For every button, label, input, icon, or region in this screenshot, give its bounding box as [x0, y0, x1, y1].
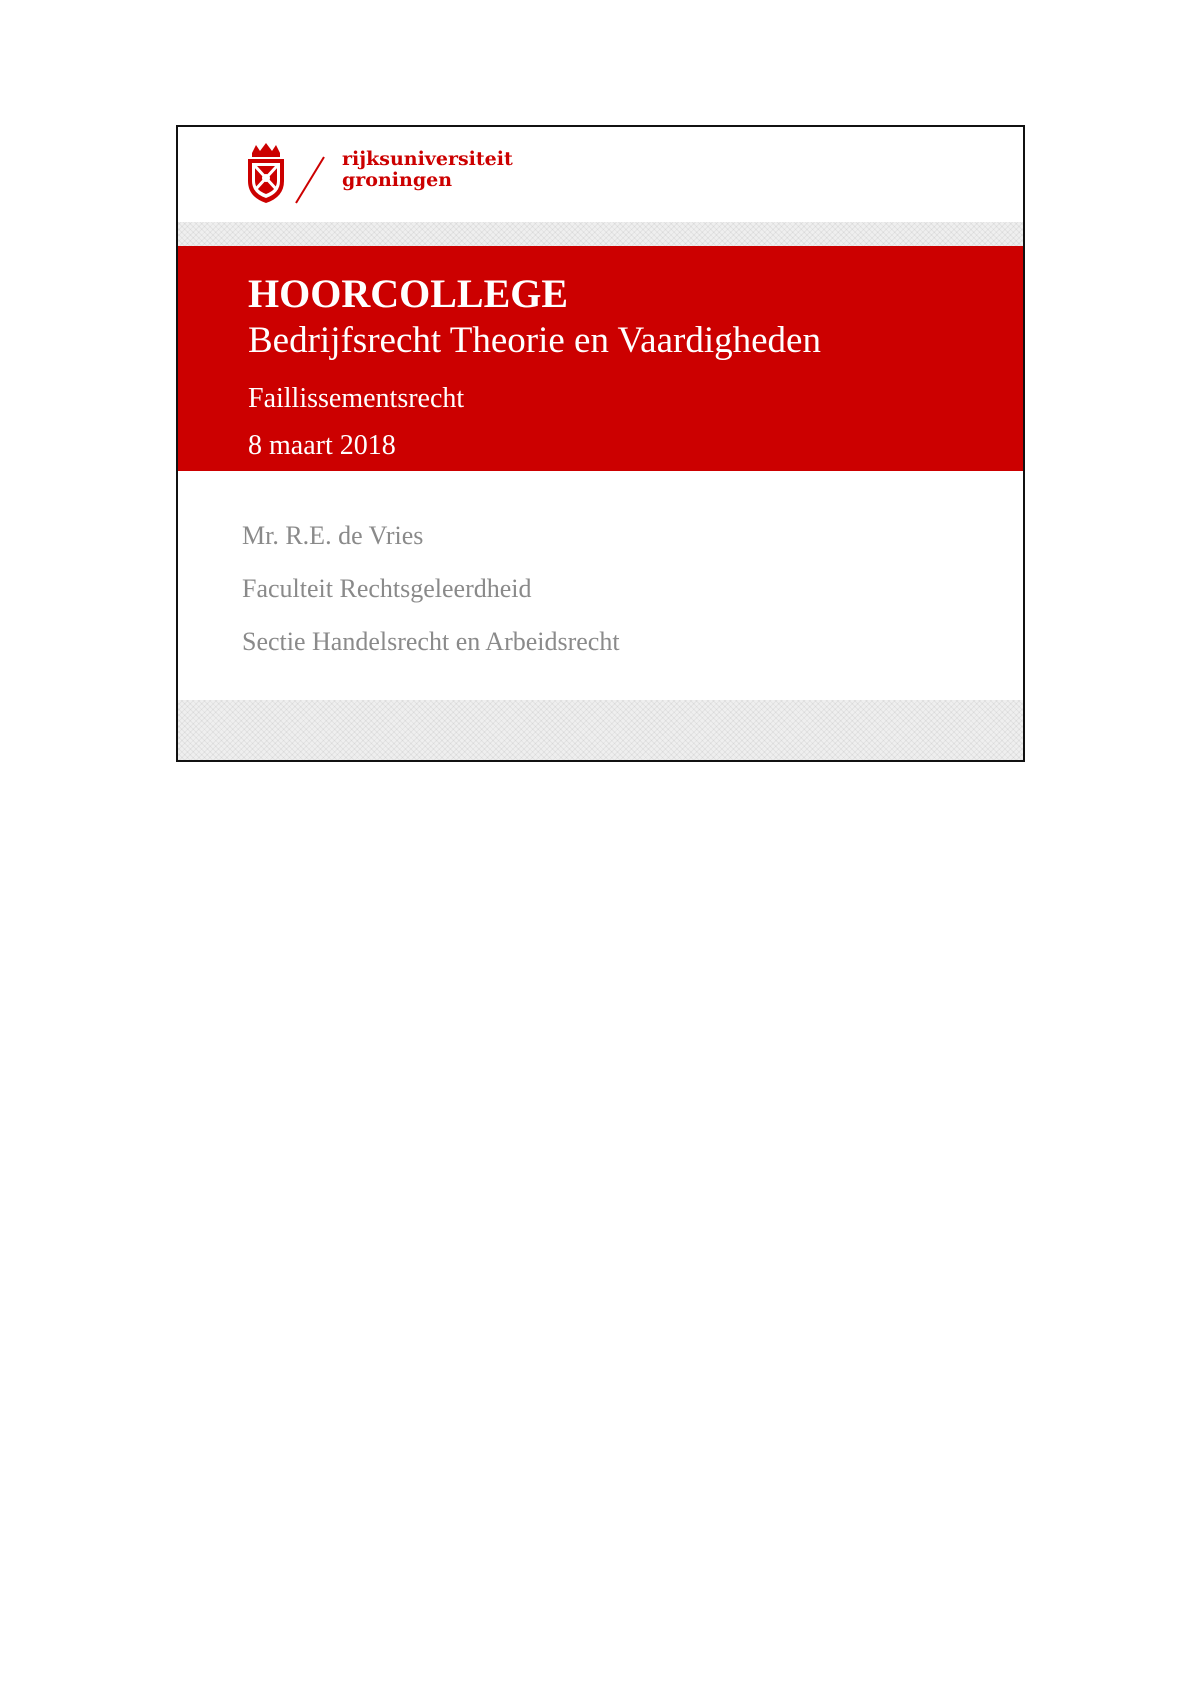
logo-divider-slash — [290, 155, 330, 205]
presenter-faculty: Faculteit Rechtsgeleerdheid — [242, 574, 532, 603]
texture-strip-top — [178, 222, 1023, 246]
wordmark-line-2: groningen — [342, 169, 453, 191]
slide-heading: HOORCOLLEGE — [248, 271, 569, 316]
title-band — [178, 246, 1023, 471]
presenter-section: Sectie Handelsrecht en Arbeidsrecht — [242, 627, 620, 656]
course-title: Bedrijfsrecht Theorie en Vaardigheden — [248, 320, 821, 361]
lecture-date: 8 maart 2018 — [248, 430, 396, 461]
lecture-topic: Faillissementsrecht — [248, 383, 465, 414]
texture-strip-bottom — [178, 700, 1023, 760]
university-crest-icon — [244, 141, 288, 205]
title-slide — [176, 125, 1025, 762]
presenter-info — [242, 519, 620, 678]
wordmark-line-1: rijksuniversiteit — [342, 148, 513, 170]
university-logo — [244, 141, 564, 207]
university-wordmark — [342, 149, 513, 191]
presenter-name: Mr. R.E. de Vries — [242, 521, 424, 550]
